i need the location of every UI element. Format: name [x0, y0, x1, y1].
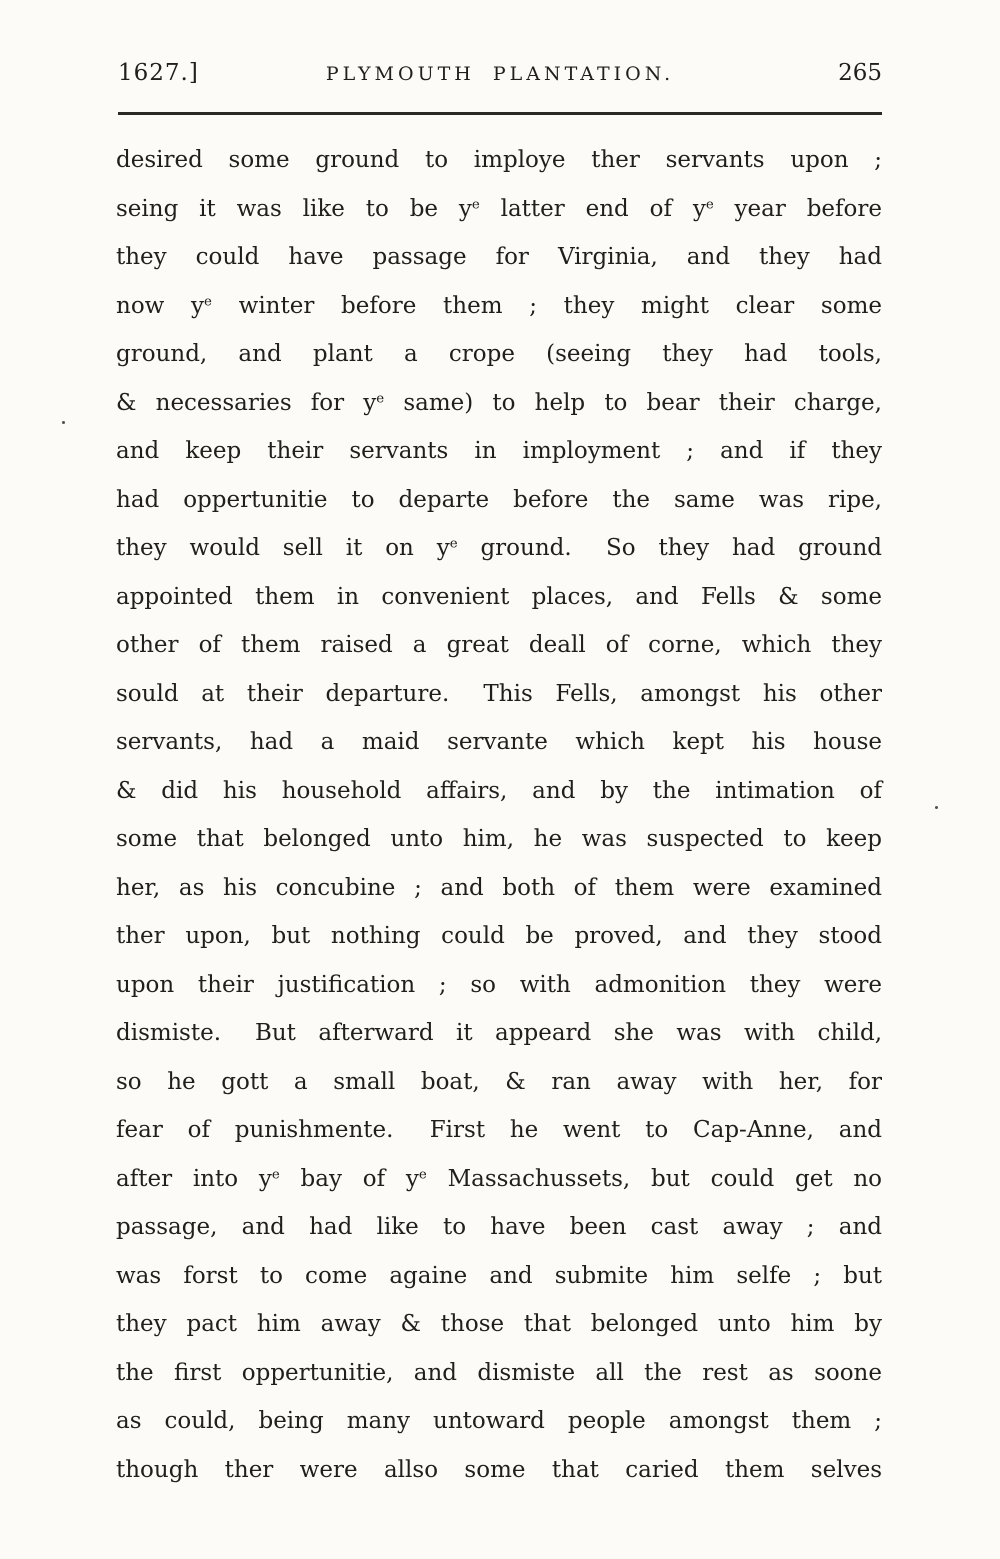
text-line: passage, and had like to have been cast away ; and — [116, 1214, 882, 1240]
text-line: now $y^e$ winter before them ; they might clear some — [116, 292, 882, 319]
text-line: had oppertunitie to departe before the same was ripe, — [116, 486, 882, 513]
text-line: appointed them in convenient places, and Fells & some — [116, 583, 882, 610]
text-line: after into $y^e$ bay of $y^e$ Massachussets, but could get no — [116, 1165, 882, 1192]
text-line: her, as his concubine ; and both of them were examined — [116, 874, 882, 901]
text-line: servants, had a maid servante which kept his house — [116, 729, 882, 755]
header-divider-rule — [118, 112, 882, 115]
text-line: sould at their departure. This Fells, amongst his other — [116, 680, 882, 707]
text-line: fear of punishmente. First he went to Cap-Anne, and — [116, 1117, 882, 1143]
text-line: some that belonged unto him, he was suspected to keep — [116, 826, 882, 852]
text-line: ther upon, but nothing could be proved, and they stood — [116, 923, 882, 949]
text-line: & did his household affairs, and by the intimation of — [116, 777, 882, 804]
text-line: the first oppertunitie, and dismiste all the rest as soone — [116, 1359, 882, 1386]
text-line: though ther were allso some that caried them selves — [116, 1456, 882, 1483]
text-line: so he gott a small boat, & ran away with her, for — [116, 1068, 882, 1095]
running-title: PLYMOUTH PLANTATION. — [325, 63, 675, 85]
text-line: dismiste. But afterward it appeard she was with child, — [116, 1020, 882, 1046]
text-line: & necessaries for $y^e$ same) to help to bear their charge, — [116, 389, 882, 416]
scan-speck — [935, 806, 938, 809]
scan-speck — [62, 421, 65, 424]
text-line: other of them raised a great deall of corne, which they — [116, 632, 882, 658]
text-line: was forst to come againe and submite him selfe ; but — [116, 1262, 882, 1289]
page-number: 265 — [838, 60, 882, 86]
text-line: and keep their servants in imployment ; and if they — [116, 438, 882, 464]
text-line: as could, being many untoward people amongst them ; — [116, 1408, 882, 1434]
text-line: seing it was like to be $y^e$ latter end of $y^e$ year before — [116, 195, 883, 222]
header-year: 1627.] — [118, 60, 199, 86]
text-line: they would sell it on $y^e$ ground. So they had ground — [116, 535, 882, 561]
text-line: ground, and plant a crope (seeing they had tools, — [116, 341, 882, 367]
text-line: they pact him away & those that belonged unto him by — [116, 1311, 882, 1337]
text-line: desired some ground to imploye ther servants upon ; — [116, 147, 882, 173]
text-line: upon their justification ; so with admonition they were — [116, 971, 882, 998]
text-line: they could have passage for Virginia, and they had — [116, 244, 882, 270]
body-text-block — [116, 136, 882, 1494]
page-header — [118, 60, 882, 86]
